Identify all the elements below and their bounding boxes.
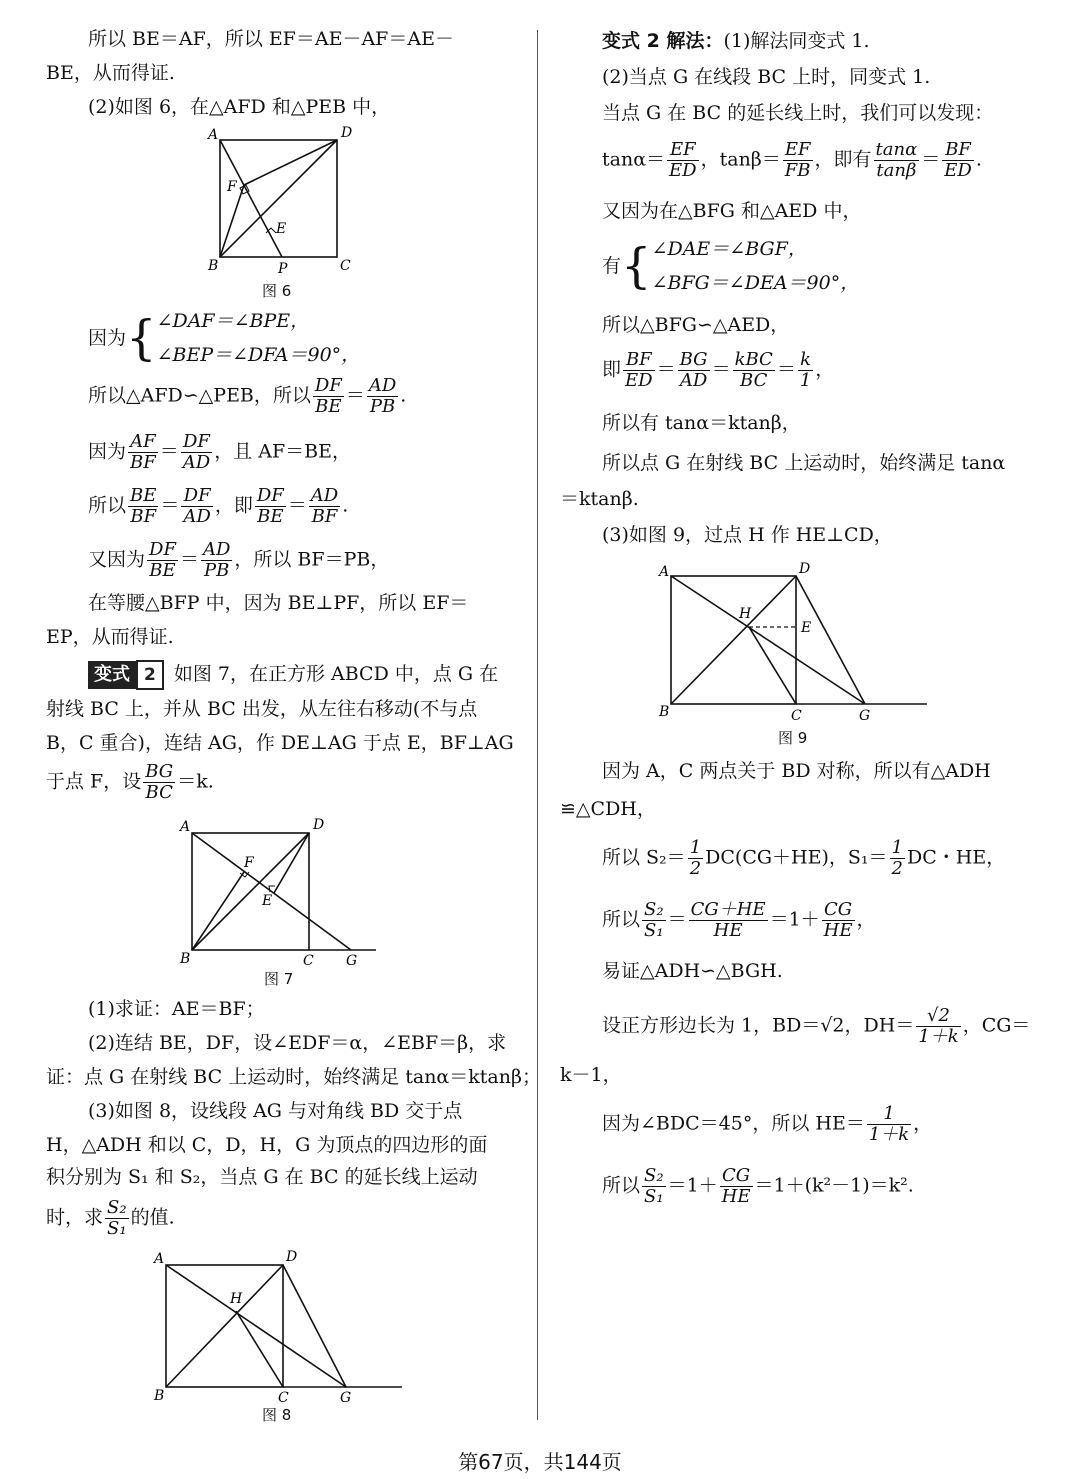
formula-line: tanα＝ $\frac{EF}{ED}$ ，tanβ＝ $\frac{EF}{FB}$ ，即有 $\frac{\tan\alpha}{\tan\beta}$ ＝ $\frac{BF}{ED}$ . [602,139,982,181]
formula-line: 所以 $\frac{\text{S₂}}{\text{S₁}}$ ＝1＋ $\frac{CG}{HE}$ ＝1＋(k²－1)＝k². [602,1165,914,1207]
svg-text:D: D [286,1249,298,1265]
text-line: H，△ADH 和以 C，D，H，G 为顶点的四边形的面 [46,1134,488,1156]
text-line: EP，从而得证. [46,626,174,648]
formula-line: 即 $\frac{BF}{ED}$ ＝ $\frac{BG}{AD}$ ＝ $\frac{\text{kBC}}{BC}$ ＝ $\frac{k}{1}$ ， [602,349,835,391]
figure-6 [200,125,360,275]
figure-caption: 图 6 [262,282,292,300]
svg-text:E: E [276,221,287,237]
text-line: (2)连结 BE，DF，设∠EDF＝α，∠EBF＝β，求 [88,1032,507,1054]
variant-number: 2 [136,660,164,690]
svg-text:F: F [227,179,237,195]
text-line: 积分别为 S₁ 和 S₂，当点 G 在 BC 的延长线上运动 [46,1166,478,1188]
text-line: 易证△ADH∽△BGH. [602,960,783,982]
page-footer: 第67页，共144页 [458,1450,622,1474]
formula-line: 于点 F，设 $\frac{BG}{BC}$ ＝k. [46,761,214,803]
text-line: 当点 G 在 BC 的延长线上时，我们可以发现： [602,102,994,124]
svg-text:B: B [208,258,219,274]
text-line: B，C 重合)，连结 AG，作 DE⊥AG 于点 E，BF⊥AG [46,732,514,754]
formula-line: 所以 S₂＝ $\frac{1}{2}$ DC(CG＋HE)，S₁＝ $\frac{1}{2}$ DC・HE， [602,837,1006,879]
text-line: (3)如图 8，设线段 AG 与对角线 BD 交于点 [88,1100,463,1122]
svg-text:C: C [303,953,314,969]
text-line: 射线 BC 上，并从 BC 出发，从左往右移动(不与点 [46,698,478,720]
svg-text:H: H [739,606,752,622]
column-divider [537,30,538,1420]
svg-text:C: C [791,708,802,724]
svg-text:A: A [208,127,219,143]
text-line: BE，从而得证. [46,62,175,84]
svg-text:G: G [859,708,871,724]
svg-text:B: B [659,704,670,720]
figure-caption: 图 9 [778,729,808,747]
text-line: 所以有 tanα＝ktanβ， [602,412,801,434]
svg-text:E: E [801,620,812,636]
figure-9 [655,558,935,728]
svg-text:A: A [180,819,191,835]
formula-line: 所以 $\frac{\text{S₂}}{\text{S₁}}$ ＝ $\frac{CG+HE}{HE}$ ＝1＋ $\frac{CG}{HE}$ ， [602,899,876,941]
svg-text:D: D [313,817,325,833]
system-of-equations: 因为{ ∠DAF＝∠BPE， ∠BEP＝∠DFA＝90°， [88,310,361,366]
text-line: 在等腰△BFP 中，因为 BE⊥PF，所以 EF＝ [88,592,469,614]
formula-line: 时，求 $\frac{\text{S₂}}{\text{S₁}}$ 的值. [46,1197,175,1239]
text-line: k－1， [560,1064,622,1086]
svg-text:E: E [262,893,273,909]
figure-caption: 图 8 [262,1406,292,1424]
text-line: 变式 2 解法：(1)解法同变式 1. [602,30,870,52]
svg-text:C: C [278,1390,289,1405]
formula-line: 设正方形边长为 1，BD＝√2，DH＝ $\frac{√2}{1+k}$ ，CG＝ [602,1005,1031,1047]
svg-text:A: A [154,1251,165,1267]
text-line: (2)如图 6，在△AFD 和△PEB 中， [88,96,391,118]
variant-heading: 变式 2 如图 7，在正方形 ABCD 中，点 G 在 [88,660,498,690]
svg-text:B: B [180,951,191,967]
svg-text:B: B [154,1388,165,1404]
formula-line: 因为 $\frac{AF}{BF}$ ＝ $\frac{DF}{AD}$ ，且 AF＝BE， [88,431,351,473]
text-line: 证：点 G 在射线 BC 上运动时，始终满足 tanα＝ktanβ； [46,1066,541,1088]
text-line: (3)如图 9，过点 H 作 HE⊥CD， [602,524,893,546]
text-line: (1)求证：AE＝BF； [88,998,265,1020]
svg-text:H: H [230,1291,243,1307]
figure-caption: 图 7 [264,970,294,988]
svg-text:F: F [244,855,254,871]
variant-badge: 变式 [88,661,136,689]
svg-text:C: C [340,258,351,274]
svg-text:P: P [278,261,288,275]
text-line: 因为 A，C 两点关于 BD 对称，所以有△ADH [602,760,991,782]
svg-text:D: D [341,125,353,141]
figure-8 [150,1245,410,1405]
text-line: 所以点 G 在射线 BC 上运动时，始终满足 tanα [602,452,1006,474]
text-line: ≌△CDH， [560,798,656,820]
text-line: ＝ktanβ. [560,488,639,510]
svg-text:D: D [799,561,811,577]
system-of-equations: 有{ ∠DAE＝∠BGF， ∠BFG＝∠DEA＝90°， [602,238,860,294]
svg-text:G: G [340,1390,352,1405]
figure-7 [176,815,386,970]
formula-line: 所以 $\frac{BE}{BF}$ ＝ $\frac{DF}{AD}$ ，即 $\frac{DF}{BE}$ ＝ $\frac{AD}{BF}$ . [88,485,349,527]
text-line: 又因为在△BFG 和△AED 中， [602,200,862,222]
formula-line: 所以△AFD∽△PEB，所以 $\frac{DF}{BE}$ ＝ $\frac{AD}{PB}$ . [88,375,407,417]
formula-line: 又因为 $\frac{DF}{BE}$ ＝ $\frac{AD}{PB}$ ，所以 BF＝PB， [88,539,390,581]
formula-line: 因为∠BDC＝45°，所以 HE＝ $\frac{1}{1+k}$ ， [602,1103,933,1145]
svg-text:G: G [346,953,358,969]
text-line: 所以 BE＝AF，所以 EF＝AE－AF＝AE－ [88,28,454,50]
svg-text:A: A [659,564,670,580]
text-line: 所以△BFG∽△AED， [602,314,790,336]
text-line: (2)当点 G 在线段 BC 上时，同变式 1. [602,66,931,88]
